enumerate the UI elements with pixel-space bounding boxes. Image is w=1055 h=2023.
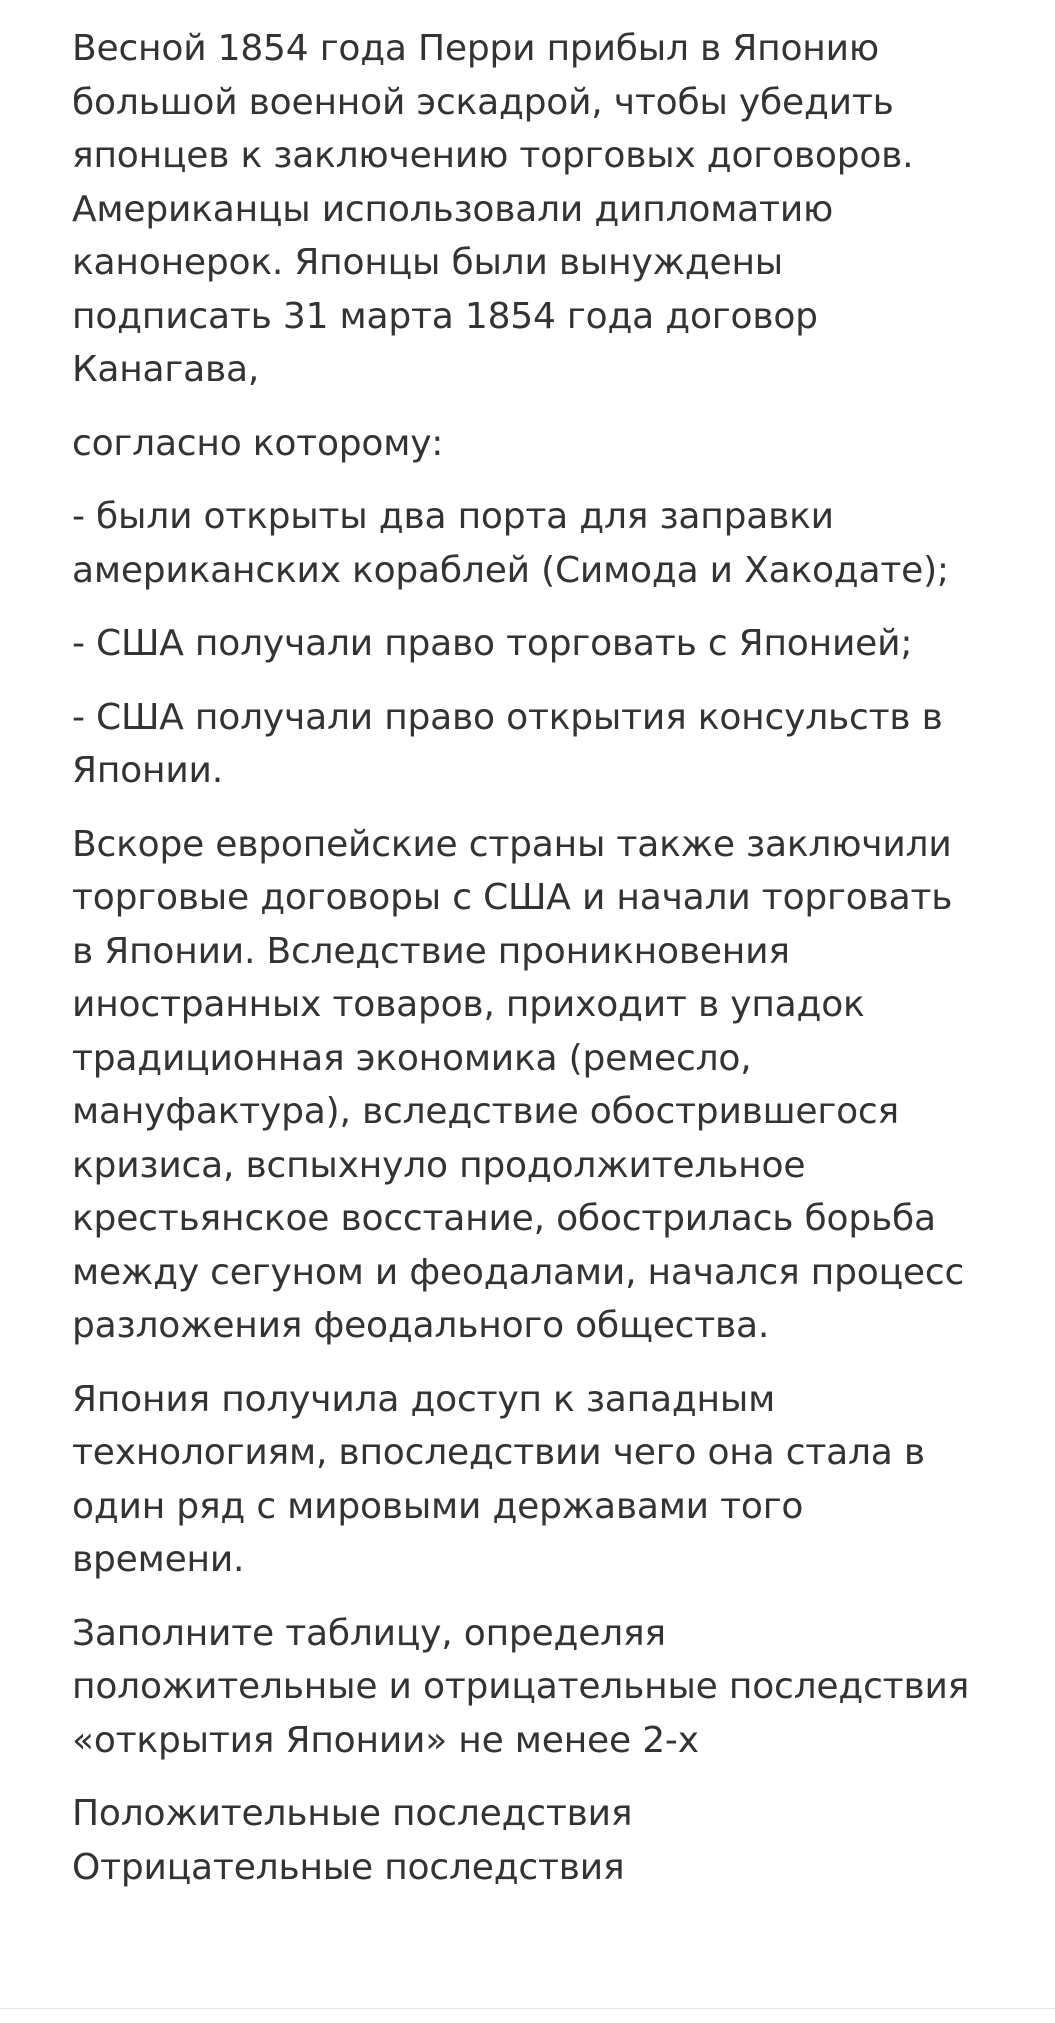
paragraph-consulates: - США получали право открытия консульств в Японии. — [72, 696, 943, 791]
paragraph-ports: - были открыты два порта для заправки американских кораблей (Симода и Хакодате); — [72, 496, 949, 591]
document-body — [72, 22, 972, 1894]
paragraph-trade-right: - США получали право торговать с Японией; — [72, 623, 913, 664]
paragraph-consequences: Вскоре европейские страны также заключили торговые договоры с США и начали торговать в Японии. Вследствие проникновения иностранных товаров, приходит в упадок традиционная экономика (ремесло, мануфактура), вследствие обострившегося кризиса, вспыхнуло продолжительное крестьянское восстание, обострилась борьба между сегуном и феодалами, начался процесс разложения феодального общества. — [72, 823, 965, 1346]
paragraph-task: Заполните таблицу, определяя положительные и отрицательные последствия «открытия Японии» не менее 2-х — [72, 1612, 970, 1761]
paragraph-technology: Япония получила доступ к западным технологиям, впоследствии чего она стала в один ряд с мировыми державами того времени. — [72, 1378, 925, 1580]
paragraph-perry-arrival: Весной 1854 года Перри прибыл в Японию большой военной эскадрой, чтобы убедить японцев к заключению торговых договоров. Американцы использовали дипломатию канонерок. Японцы были вынуждены подписать 31 марта 1854 года договор Канагава, — [72, 28, 914, 390]
bottom-divider — [0, 2008, 1055, 2009]
paragraph-treaty-intro: согласно которому: — [72, 422, 444, 464]
table-header-negative: Отрицательные последствия — [72, 1846, 625, 1888]
table-header-positive: Положительные последствия — [72, 1793, 633, 1834]
